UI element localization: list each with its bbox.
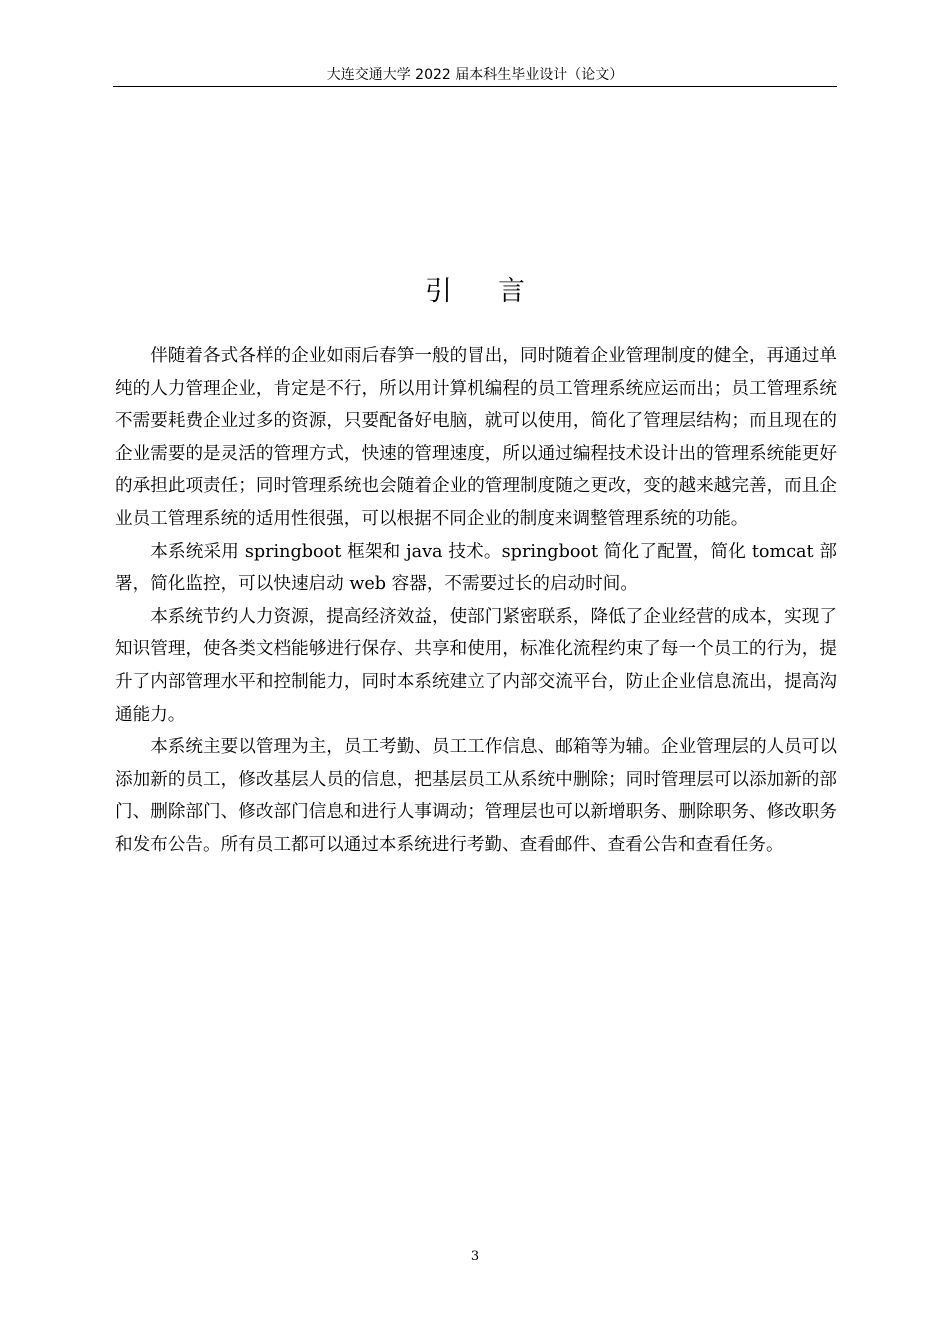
paragraph: 本系统节约人力资源，提高经济效益，使部门紧密联系，降低了企业经营的成本，实现了知识管理，使各类文档能够进行保存、共享和使用，标准化流程约束了每一个员工的行为，提升了内部管理水平和控制能力，同时本系统建立了内部交流平台，防止企业信息流出，提高沟通能力。 bbox=[115, 606, 837, 725]
paragraph: 本系统主要以管理为主，员工考勤、员工工作信息、邮箱等为辅。企业管理层的人员可以添加新的员工，修改基层人员的信息，把基层员工从系统中删除；同时管理层可以添加新的部门、删除部门、修改部门信息和进行人事调动；管理层也可以新增职务、删除职务、修改职务和发布公告。所有员工都可以通过本系统进行考勤、查看邮件、查看公告和查看任务。 bbox=[115, 737, 837, 855]
paragraph: 本系统采用 springboot 框架和 java 技术。springboot 简化了配置，简化 tomcat 部署，简化监控，可以快速启动 web 容器，不需要过长的启动时间。 bbox=[115, 541, 837, 595]
paragraph: 伴随着各式各样的企业如雨后春笋一般的冒出，同时随着企业管理制度的健全，再通过单纯的人力管理企业，肯定是不行，所以用计算机编程的员工管理系统应运而出；员工管理系统不需要耗费企业过多的资源，只要配备好电脑，就可以使用，简化了管理层结构；而且现在的企业需要的是灵活的管理方式，快速的管理速度，所以通过编程技术设计出的管理系统能更好的承担此项责任；同时管理系统也会随着企业的管理制度随之更改，变的越来越完善，而且企业员工管理系统的适用性很强，可以根据不同企业的制度来调整管理系统的功能。 bbox=[115, 346, 837, 529]
page-header: 大连交通大学 2022 届本科生毕业设计（论文） bbox=[326, 67, 624, 83]
header-rule bbox=[113, 86, 837, 87]
section-title: 引言 bbox=[425, 276, 571, 307]
page-number: 3 bbox=[470, 1249, 480, 1264]
body-text bbox=[115, 340, 837, 862]
